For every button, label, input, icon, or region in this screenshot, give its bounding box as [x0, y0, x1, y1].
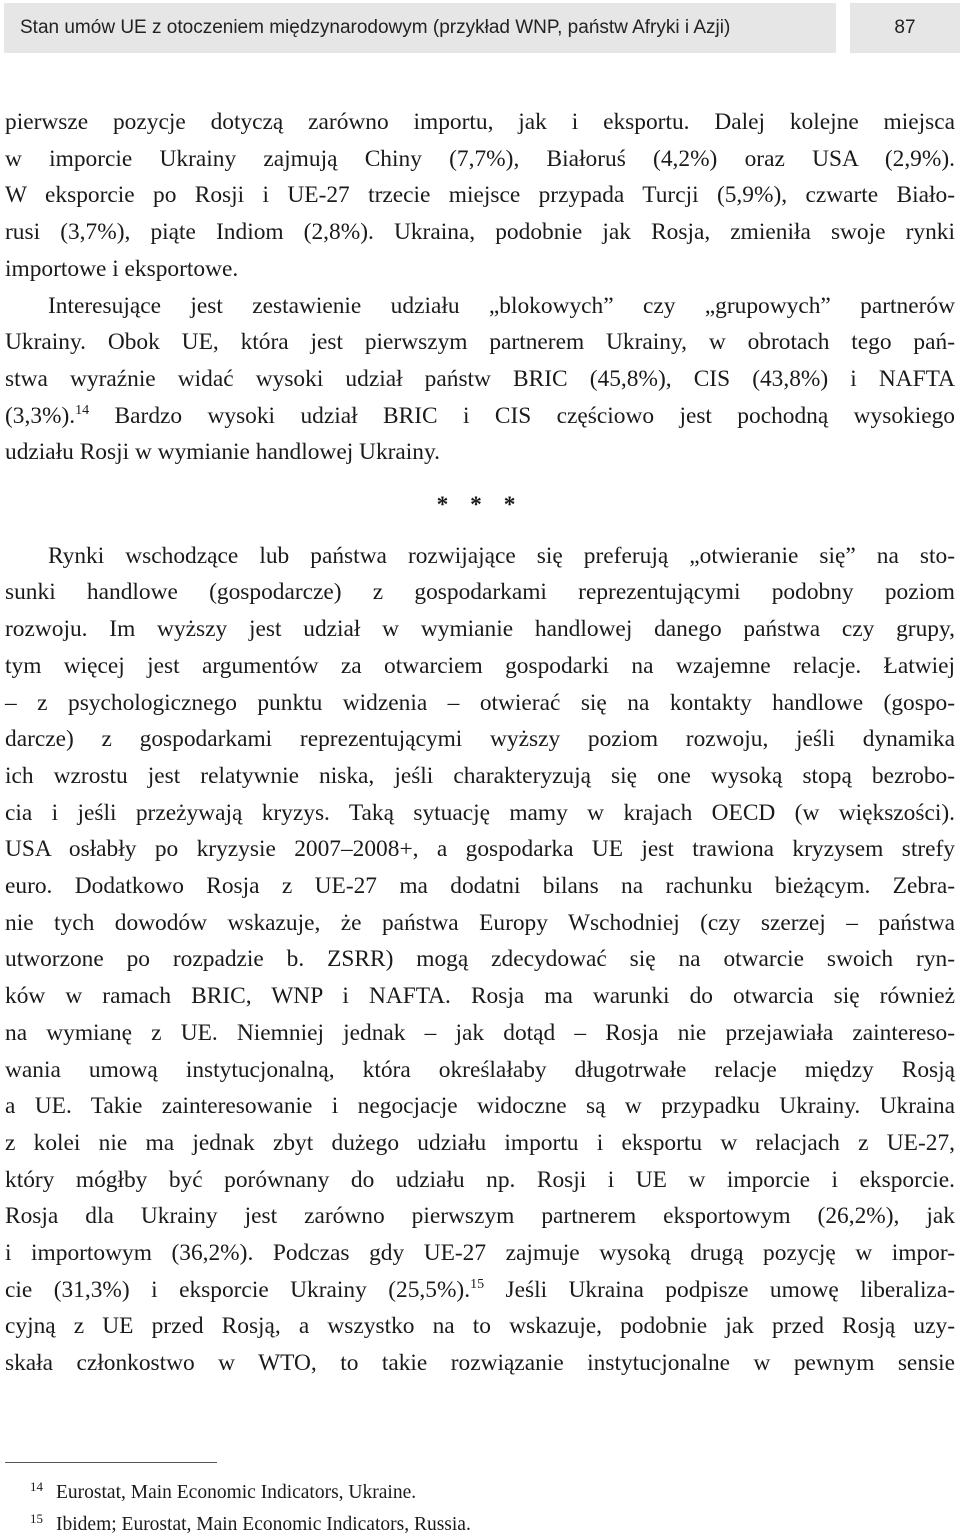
- text-line: cyjną z UE przed Rosją, a wszystko na to wskazuje, podobnie jak przed Rosją uzy-: [5, 1313, 955, 1340]
- text-line: rozwoju. Im wyższy jest udział w wymianie handlowej danego państwa czy grupy,: [5, 616, 955, 643]
- text-fragment: (3,3%).: [5, 402, 76, 429]
- text-line: skała członkostwo w WTO, to takie rozwiązanie instytucjonalne w pewnym sensie: [5, 1350, 955, 1377]
- text-line: sunki handlowe (gospodarcze) z gospodarkami reprezentującymi podobny poziom: [5, 579, 955, 606]
- footnote-ref-14[interactable]: 14: [75, 402, 90, 418]
- section-separator: * * *: [436, 492, 524, 519]
- text-line: stwa wyraźnie widać wysoki udział państw BRIC (45,8%), CIS (43,8%) i NAFTA: [5, 365, 955, 392]
- text-fragment: Jeśli Ukraina podpisze umowę liberaliza-: [484, 1276, 955, 1303]
- main-text: [5, 104, 955, 1382]
- text-line: i importowym (36,2%). Podczas gdy UE-27 zajmuje wysoką drugą pozycję w impor-: [5, 1240, 955, 1267]
- text-line: tym więcej jest argumentów za otwarciem gospodarki na wzajemne relacje. Łatwiej: [5, 652, 955, 679]
- text-line: darcze) z gospodarkami reprezentującymi wyższy poziom rozwoju, jeśli dynamika: [5, 726, 955, 753]
- text-fragment: Bardzo wysoki udział BRIC i CIS częściowo jest pochodną wysokiego: [89, 402, 955, 429]
- text-line: Rosja dla Ukrainy jest zarówno pierwszym partnerem eksportowym (26,2%), jak: [5, 1203, 955, 1230]
- text-line: w imporcie Ukrainy zajmują Chiny (7,7%), Białoruś (4,2%) oraz USA (2,9%).: [5, 145, 955, 172]
- text-line: euro. Dodatkowo Rosja z UE-27 ma dodatni bilans na rachunku bieżącym. Zebra-: [5, 873, 955, 900]
- footnote-text: Eurostat, Main Economic Indicators, Ukraine.: [56, 1482, 417, 1503]
- text-line: utworzone po rozpadzie b. ZSRR) mogą zdecydować się na otwarcie swoich ryn-: [5, 946, 955, 973]
- text-fragment: cie (31,3%) i eksporcie Ukrainy (25,5%).: [5, 1276, 471, 1303]
- text-line: [5, 398, 955, 435]
- footnote-15: [30, 1506, 471, 1538]
- text-line: na wymianę z UE. Niemniej jednak – jak dotąd – Rosja nie przejawiała zaintereso-: [5, 1019, 955, 1046]
- text-line: [5, 1272, 955, 1309]
- text-line: udziału Rosji w wymianie handlowej Ukrainy.: [5, 439, 441, 466]
- page-number: 87: [850, 3, 960, 53]
- text-line: pierwsze pozycje dotyczą zarówno importu, jak i eksportu. Dalej kolejne miejsca: [5, 109, 955, 135]
- text-line: nie tych dowodów wskazuje, że państwa Europy Wschodniej (czy szerzej – państwa: [5, 909, 955, 936]
- footnote-ref-15[interactable]: 15: [470, 1276, 485, 1292]
- text-line: Interesujące jest zestawienie udziału „blokowych” czy „grupowych” partnerów: [48, 292, 955, 319]
- footnote-number: 14: [30, 1479, 43, 1494]
- running-title-bar: [4, 3, 836, 53]
- text-line: ków w ramach BRIC, WNP i NAFTA. Rosja ma warunki do otwarcia się również: [5, 983, 955, 1010]
- text-line: wania umową instytucjonalną, która określałaby długotrwałe relacje między Rosją: [5, 1056, 955, 1083]
- footnotes: [30, 1474, 471, 1538]
- footnote-14: [30, 1474, 471, 1506]
- text-line: USA osłabły po kryzysie 2007–2008+, a gospodarka UE jest trawiona kryzysem strefy: [5, 836, 955, 863]
- text-line: W eksporcie po Rosji i UE-27 trzecie miejsce przypada Turcji (5,9%), czwarte Biało-: [5, 182, 955, 209]
- text-line: ich wzrostu jest relatywnie niska, jeśli charakteryzują się one wysoką stopą bezrobo-: [5, 762, 955, 789]
- footnote-text: Ibidem; Eurostat, Main Economic Indicators, Russia.: [56, 1514, 471, 1535]
- text-line: importowe i eksportowe.: [5, 255, 239, 282]
- text-line: rusi (3,7%), piąte Indiom (2,8%). Ukraina, podobnie jak Rosja, zmieniła swoje rynki: [5, 219, 955, 246]
- running-header: [0, 0, 960, 58]
- text-line: który mógłby być porównany do udziału np. Rosji i UE w imporcie i eksporcie.: [5, 1166, 955, 1193]
- text-line: Ukrainy. Obok UE, która jest pierwszym partnerem Ukrainy, w obrotach tego pań-: [5, 329, 955, 356]
- text-line: – z psychologicznego punktu widzenia – otwierać się na kontakty handlowe (gospo-: [5, 689, 955, 716]
- footnote-number: 15: [30, 1511, 43, 1526]
- text-line: a UE. Takie zainteresowanie i negocjacje widoczne są w przypadku Ukrainy. Ukraina: [5, 1093, 955, 1120]
- text-line: cia i jeśli przeżywają kryzys. Taką sytuację mamy w krajach OECD (w większości).: [5, 799, 955, 826]
- running-title: Stan umów UE z otoczeniem międzynarodowym (przykład WNP, państw Afryki i Azji): [20, 17, 731, 38]
- text-line: z kolei nie ma jednak zbyt dużego udziału importu i eksportu w relacjach z UE-27,: [5, 1129, 955, 1156]
- footnote-divider: [5, 1462, 217, 1463]
- text-line: Rynki wschodzące lub państwa rozwijające się preferują „otwieranie się” na sto-: [48, 542, 955, 569]
